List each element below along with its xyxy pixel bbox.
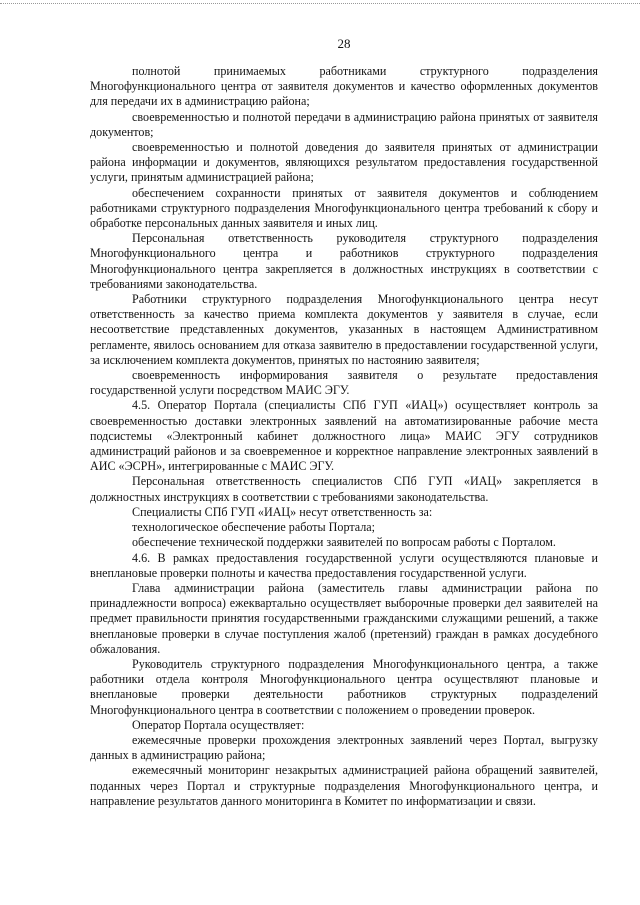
paragraph-7: своевременность информирования заявителя о результате предоставления государственной услуги посредством МАИС ЭГУ. xyxy=(90,368,598,398)
page-number: 28 xyxy=(337,36,351,51)
body-text xyxy=(90,64,598,809)
paragraph-4: обеспечением сохранности принятых от заявителя документов и соблюдением работниками структурного подразделения Многофункционального центра требований к сбору и обработке персональных данных заявителя и иных лиц. xyxy=(90,185,598,231)
paragraph-18: ежемесячный мониторинг незакрытых администрацией района обращений заявителей, поданных через Портал и структурные подразделения Многофункционального центра, и направление результатов данного мониторинга в Комитет по информатизации и связи. xyxy=(90,763,598,808)
paragraph-13: 4.6. В рамках предоставления государственной услуги осуществляются плановые и внеплановые проверки полноты и качества предоставления государственной услуги. xyxy=(90,550,598,580)
paragraph-10: Специалисты СПб ГУП «ИАЦ» несут ответственность за: xyxy=(132,504,433,519)
paragraph-17: ежемесячные проверки прохождения электронных заявлений через Портал, выгрузку данных в администрацию района; xyxy=(90,732,598,763)
paragraph-8: 4.5. Оператор Портала (специалисты СПб ГУП «ИАЦ») осуществляет контроль за своевременностью доставки электронных заявлений на автоматизированные рабочие места подсистемы «Электронный кабинет должностного лица» МАИС ЭГУ сотрудников администраций районов и за своевременное и корректное направление электронных заявлений в АИС «ЭСРН», интегрированные с МАИС ЭГУ. xyxy=(90,398,598,474)
paragraph-9: Персональная ответственность специалистов СПб ГУП «ИАЦ» закрепляется в должностных инструкциях в соответствии с требованиями законодательства. xyxy=(90,474,598,504)
paragraph-6: Работники структурного подразделения Многофункционального центра несут ответственность за качество приема комплекта документов у заявителя в случае, если несоответствие представленных документов, указанных в настоящем Административном регламенте, явилось основанием для отказа заявителю в предоставлении государственной услуги, за исключением комплекта документов, принятых по настоянию заявителя; xyxy=(90,292,598,367)
paragraph-15: Руководитель структурного подразделения Многофункционального центра, а также работники отдела контроля Многофункционального центра осуществляют плановые и внеплановые проверки деятельности работников структурных подразделений Многофункционального центра в соответствии с положением о проведении проверок. xyxy=(90,656,598,717)
paragraph-11: технологическое обеспечение работы Портала; xyxy=(132,520,376,535)
paragraph-1: полнотой принимаемых работниками структурного подразделения Многофункционального центра от заявителя документов и качество оформленных документов для передачи их в администрацию района; xyxy=(90,64,598,109)
paragraph-12: обеспечение технической поддержки заявителей по вопросам работы с Порталом. xyxy=(132,535,556,550)
paragraph-16: Оператор Портала осуществляет: xyxy=(132,717,305,732)
paragraph-2: своевременностью и полнотой передачи в администрацию района принятых от заявителя документов; xyxy=(90,109,598,139)
paragraph-3: своевременностью и полнотой доведения до заявителя принятых от администрации района информации и документов, являющихся результатом предоставления государственной услуги, принятым администрацией района; xyxy=(90,140,598,185)
paragraph-5: Персональная ответственность руководителя структурного подразделения Многофункционального центра и работников структурного подразделения Многофункционального центра закрепляется в должностных инструкциях в соответствии с требованиями законодательства. xyxy=(90,231,598,291)
top-edge-rule xyxy=(0,3,640,4)
paragraph-14: Глава администрации района (заместитель главы администрации района по принадлежности вопроса) ежеквартально осуществляет выборочные проверки дел заявителей на предмет правильности принятия государственными гражданскими служащими решений, а также внеплановые проверки в случае поступления жалоб (претензий) граждан в рамках досудебного обжалования. xyxy=(90,580,598,656)
